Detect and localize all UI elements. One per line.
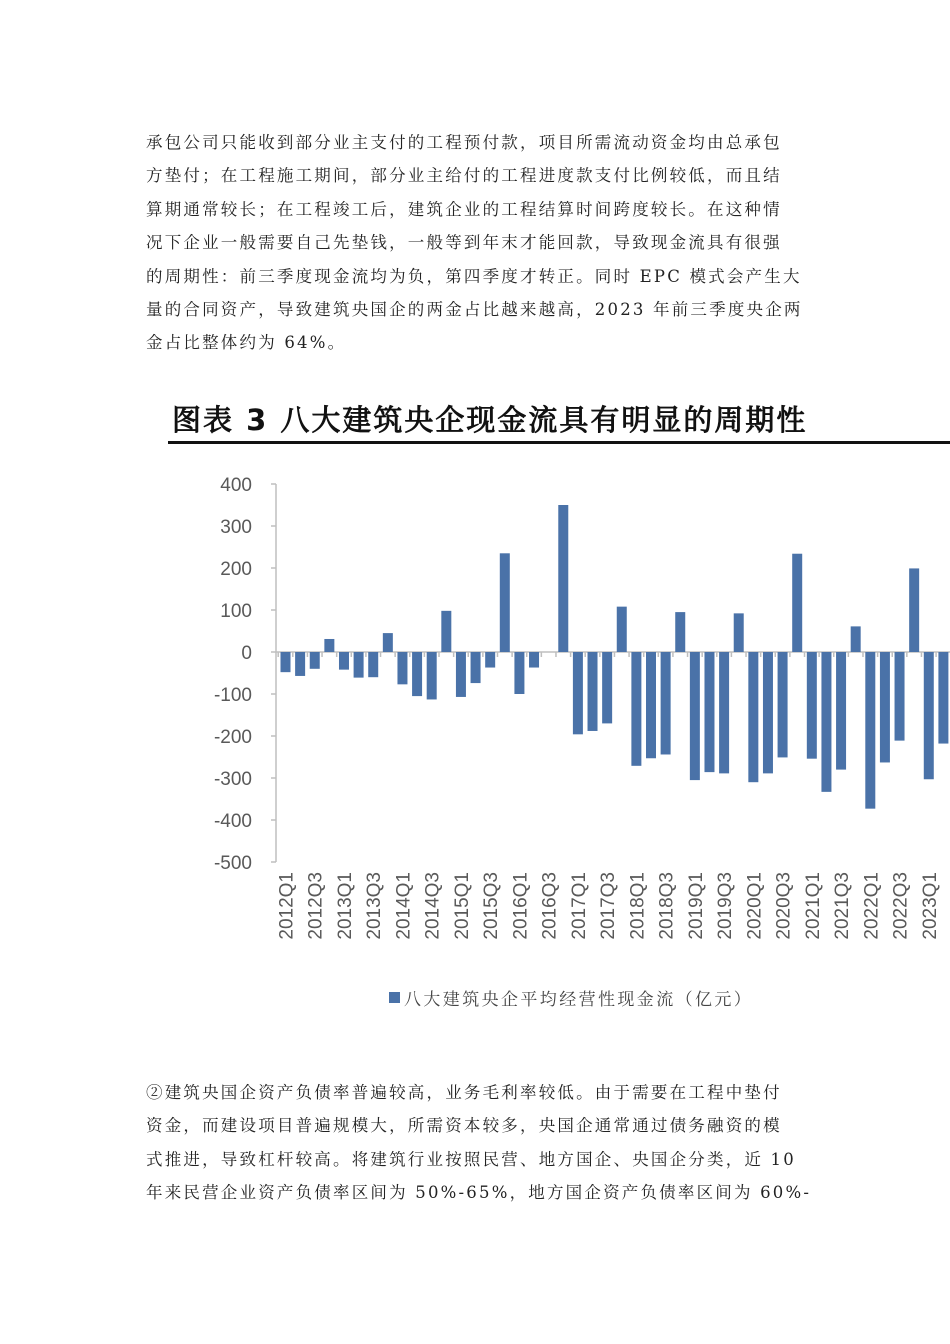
bar-2019Q1	[690, 652, 700, 780]
y-tick-label: -200	[213, 727, 252, 748]
bar-2013Q4	[383, 633, 393, 652]
bar-2020Q4	[792, 554, 802, 652]
x-tick-label: 2013Q1	[334, 872, 356, 940]
bar-2018Q4	[675, 612, 685, 652]
paragraph-line: 式推进，导致杠杆较高。将建筑行业按照民营、地方国企、央国企分类，近 10	[146, 1149, 796, 1169]
bar-2015Q3	[485, 652, 495, 668]
bar-2012Q4	[324, 639, 334, 652]
bar-2020Q3	[778, 652, 788, 757]
y-tick-label: 400	[220, 475, 252, 496]
x-tick-label: 2018Q3	[656, 872, 678, 940]
bar-2022Q2	[880, 652, 890, 762]
y-tick-label: -300	[213, 769, 252, 790]
y-tick-label: 300	[220, 517, 252, 538]
bar-2021Q4	[851, 626, 861, 652]
legend-swatch-icon	[389, 992, 400, 1003]
figure-title: 图表 3 八大建筑央企现金流具有明显的周期性	[172, 403, 808, 437]
paragraph-line: 资金，而建设项目普遍规模大，所需资本较多，央国企通常通过债务融资的模	[146, 1116, 782, 1136]
x-tick-label: 2016Q1	[510, 872, 532, 940]
bar-2022Q3	[895, 652, 905, 741]
paragraph-line: 年来民营企业资产负债率区间为 50%-65%，地方国企资产负债率区间为 60%-	[146, 1183, 812, 1203]
y-tick-label: -500	[213, 853, 252, 874]
bar-2019Q3	[719, 652, 729, 773]
bar-2016Q2	[529, 652, 539, 668]
x-tick-label: 2012Q1	[276, 872, 298, 940]
y-tick-label: 0	[241, 643, 252, 664]
bar-2013Q2	[354, 652, 364, 678]
paragraph-line: 方垫付；在工程施工期间，部分业主给付的工程进度款支付比例较低，而且结	[146, 166, 782, 186]
bar-2012Q3	[310, 652, 320, 669]
bar-2020Q2	[763, 652, 773, 773]
x-tick-label: 2020Q3	[773, 872, 795, 940]
x-tick-label: 2018Q1	[627, 872, 649, 940]
x-tick-label: 2014Q1	[393, 872, 415, 940]
body-paragraph-2	[146, 1076, 812, 1210]
bar-2021Q2	[821, 652, 831, 792]
bar-2023Q1	[924, 652, 934, 779]
bar-2020Q1	[748, 652, 758, 782]
x-tick-label: 2015Q1	[451, 872, 473, 940]
bar-2018Q1	[631, 652, 641, 766]
x-tick-label: 2016Q3	[539, 872, 561, 940]
bar-2017Q4	[617, 607, 627, 652]
bar-2017Q1	[573, 652, 583, 734]
bar-2017Q2	[588, 652, 598, 731]
paragraph-line: 量的合同资产，导致建筑央国企的两金占比越来越高，2023 年前三季度央企两	[146, 300, 803, 320]
bar-2023Q2	[938, 652, 948, 744]
bar-2018Q3	[661, 652, 671, 754]
bar-2022Q4	[909, 568, 919, 652]
y-tick-label: -100	[213, 685, 252, 706]
bar-2015Q4	[500, 553, 510, 652]
paragraph-line: 金占比整体约为 64%。	[146, 333, 347, 353]
bar-2016Q4	[558, 505, 568, 652]
bar-2015Q2	[471, 652, 481, 683]
y-tick-label: -400	[213, 811, 252, 832]
bar-2012Q2	[295, 652, 305, 676]
x-tick-label: 2015Q3	[481, 872, 503, 940]
paragraph-line: 算期通常较长；在工程竣工后，建筑企业的工程结算时间跨度较长。在这种情	[146, 199, 782, 219]
bar-2021Q1	[807, 652, 817, 759]
x-tick-label: 2020Q1	[744, 872, 766, 940]
x-tick-label: 2019Q1	[685, 872, 707, 940]
bar-2014Q3	[427, 652, 437, 699]
x-tick-label: 2017Q1	[568, 872, 590, 940]
paragraph-line: 承包公司只能收到部分业主支付的工程预付款，项目所需流动资金均由总承包	[146, 133, 782, 152]
x-tick-label: 2022Q1	[861, 872, 883, 940]
bar-2014Q4	[441, 611, 451, 652]
bar-2015Q1	[456, 652, 466, 697]
paragraph-line: 况下企业一般需要自己先垫钱，一般等到年末才能回款，导致现金流具有很强	[146, 233, 782, 253]
x-tick-label: 2022Q3	[890, 872, 912, 940]
y-tick-label: 100	[220, 601, 252, 622]
x-tick-label: 2021Q3	[832, 872, 854, 940]
bar-2012Q1	[281, 652, 291, 672]
bar-2013Q1	[339, 652, 349, 670]
x-tick-label: 2023Q1	[919, 872, 941, 940]
x-tick-label: 2021Q1	[802, 872, 824, 940]
chart-legend	[389, 985, 753, 1010]
x-tick-label: 2012Q3	[305, 872, 327, 940]
bar-2019Q4	[734, 613, 744, 652]
x-tick-label: 2013Q3	[364, 872, 386, 940]
legend-label: 八大建筑央企平均经营性现金流（亿元）	[404, 990, 754, 1010]
x-tick-label: 2019Q3	[715, 872, 737, 940]
bar-2014Q2	[412, 652, 422, 696]
paragraph-line: 的周期性：前三季度现金流均为负，第四季度才转正。同时 EPC 模式会产生大	[146, 266, 802, 286]
y-tick-label: 200	[220, 559, 252, 580]
x-tick-label: 2014Q3	[422, 872, 444, 940]
bar-2019Q2	[704, 652, 714, 772]
bar-2018Q2	[646, 652, 656, 758]
paragraph-line: ②建筑央国企资产负债率普遍较高，业务毛利率较低。由于需要在工程中垫付	[146, 1083, 782, 1102]
bar-2016Q1	[514, 652, 524, 694]
bar-2021Q3	[836, 652, 846, 770]
bar-2022Q1	[865, 652, 875, 809]
bar-2014Q1	[397, 652, 407, 684]
bar-2013Q3	[368, 652, 378, 677]
x-tick-label: 2017Q3	[598, 872, 620, 940]
bar-2017Q3	[602, 652, 612, 723]
